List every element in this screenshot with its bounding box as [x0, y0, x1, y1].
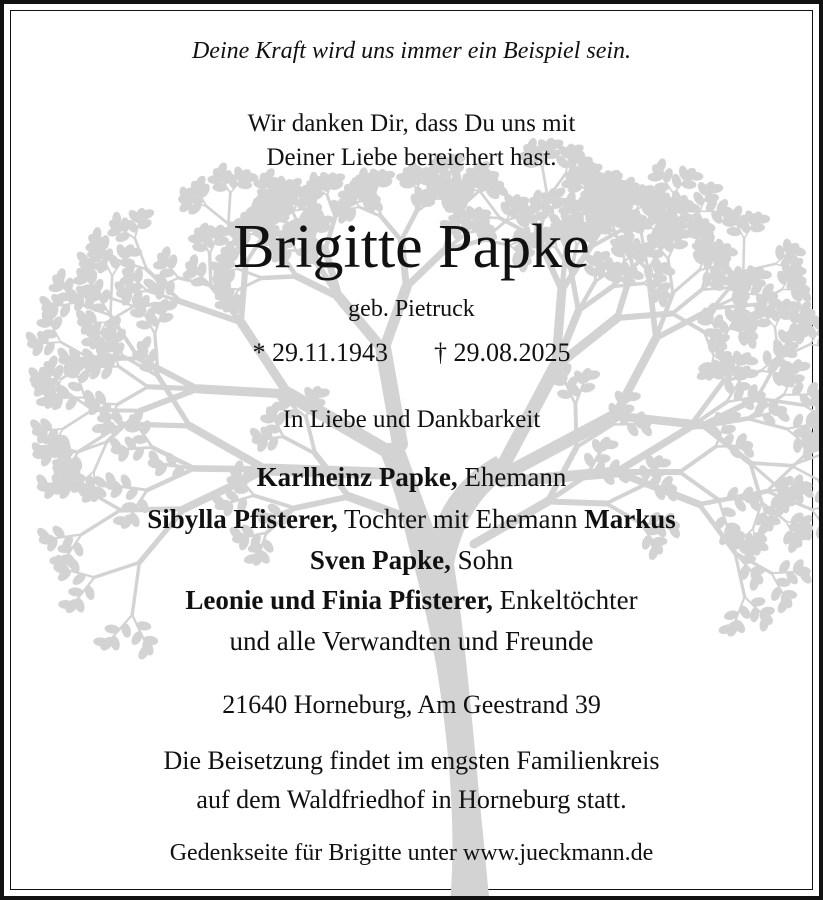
mourner-role: Ehemann — [457, 462, 567, 492]
mourner-line-3 — [4, 545, 819, 576]
mourner-name: Karlheinz Papke, — [256, 462, 458, 492]
birth-name: geb. Pietruck — [348, 296, 475, 322]
mourner-spouse: Markus — [584, 504, 676, 534]
thanks-line-2: Deiner Liebe bereichert hast. — [266, 144, 557, 171]
mourner-name: Sven Papke, — [309, 545, 451, 575]
mourner-role: Enkeltöchter — [492, 585, 638, 615]
tree-leaf — [819, 391, 823, 408]
motto: Deine Kraft wird uns immer ein Beispiel sein. — [191, 38, 632, 64]
thanks-line-1: Wir danken Dir, dass Du uns mit — [247, 110, 576, 137]
tree-leaf — [819, 464, 823, 481]
tree-leaf — [819, 344, 823, 361]
mourner-line-4 — [4, 585, 819, 616]
deceased-name: Brigitte Papke — [233, 213, 590, 281]
notice-content — [4, 4, 819, 896]
address: 21640 Horneburg, Am Geestrand 39 — [222, 690, 601, 719]
tree-leaf — [820, 481, 823, 491]
mourner-name: Sibylla Pfisterer, — [147, 504, 338, 534]
funeral-line-2: auf dem Waldfriedhof in Horneburg statt. — [196, 785, 627, 814]
death-date: † 29.08.2025 — [434, 338, 571, 367]
tree-leaf — [820, 445, 823, 461]
love-line: In Liebe und Dankbarkeit — [282, 406, 541, 433]
memorial-page: Gedenkseite für Brigitte unter www.jueckmann.de — [169, 840, 654, 866]
birth-date: * 29.11.1943 — [252, 338, 389, 367]
life-dates — [4, 338, 819, 368]
mourner-role: Tochter mit Ehemann — [337, 504, 585, 534]
funeral-line-1: Die Beisetzung findet im engsten Familienkreis — [163, 746, 660, 775]
mourner-name: Leonie und Finia Pfisterer, — [185, 585, 493, 615]
mourner-line-1 — [4, 462, 819, 493]
mourner-role: Sohn — [450, 545, 514, 575]
mourner-line-2 — [4, 504, 819, 535]
mourner-line-5: und alle Verwandten und Freunde — [229, 626, 594, 656]
